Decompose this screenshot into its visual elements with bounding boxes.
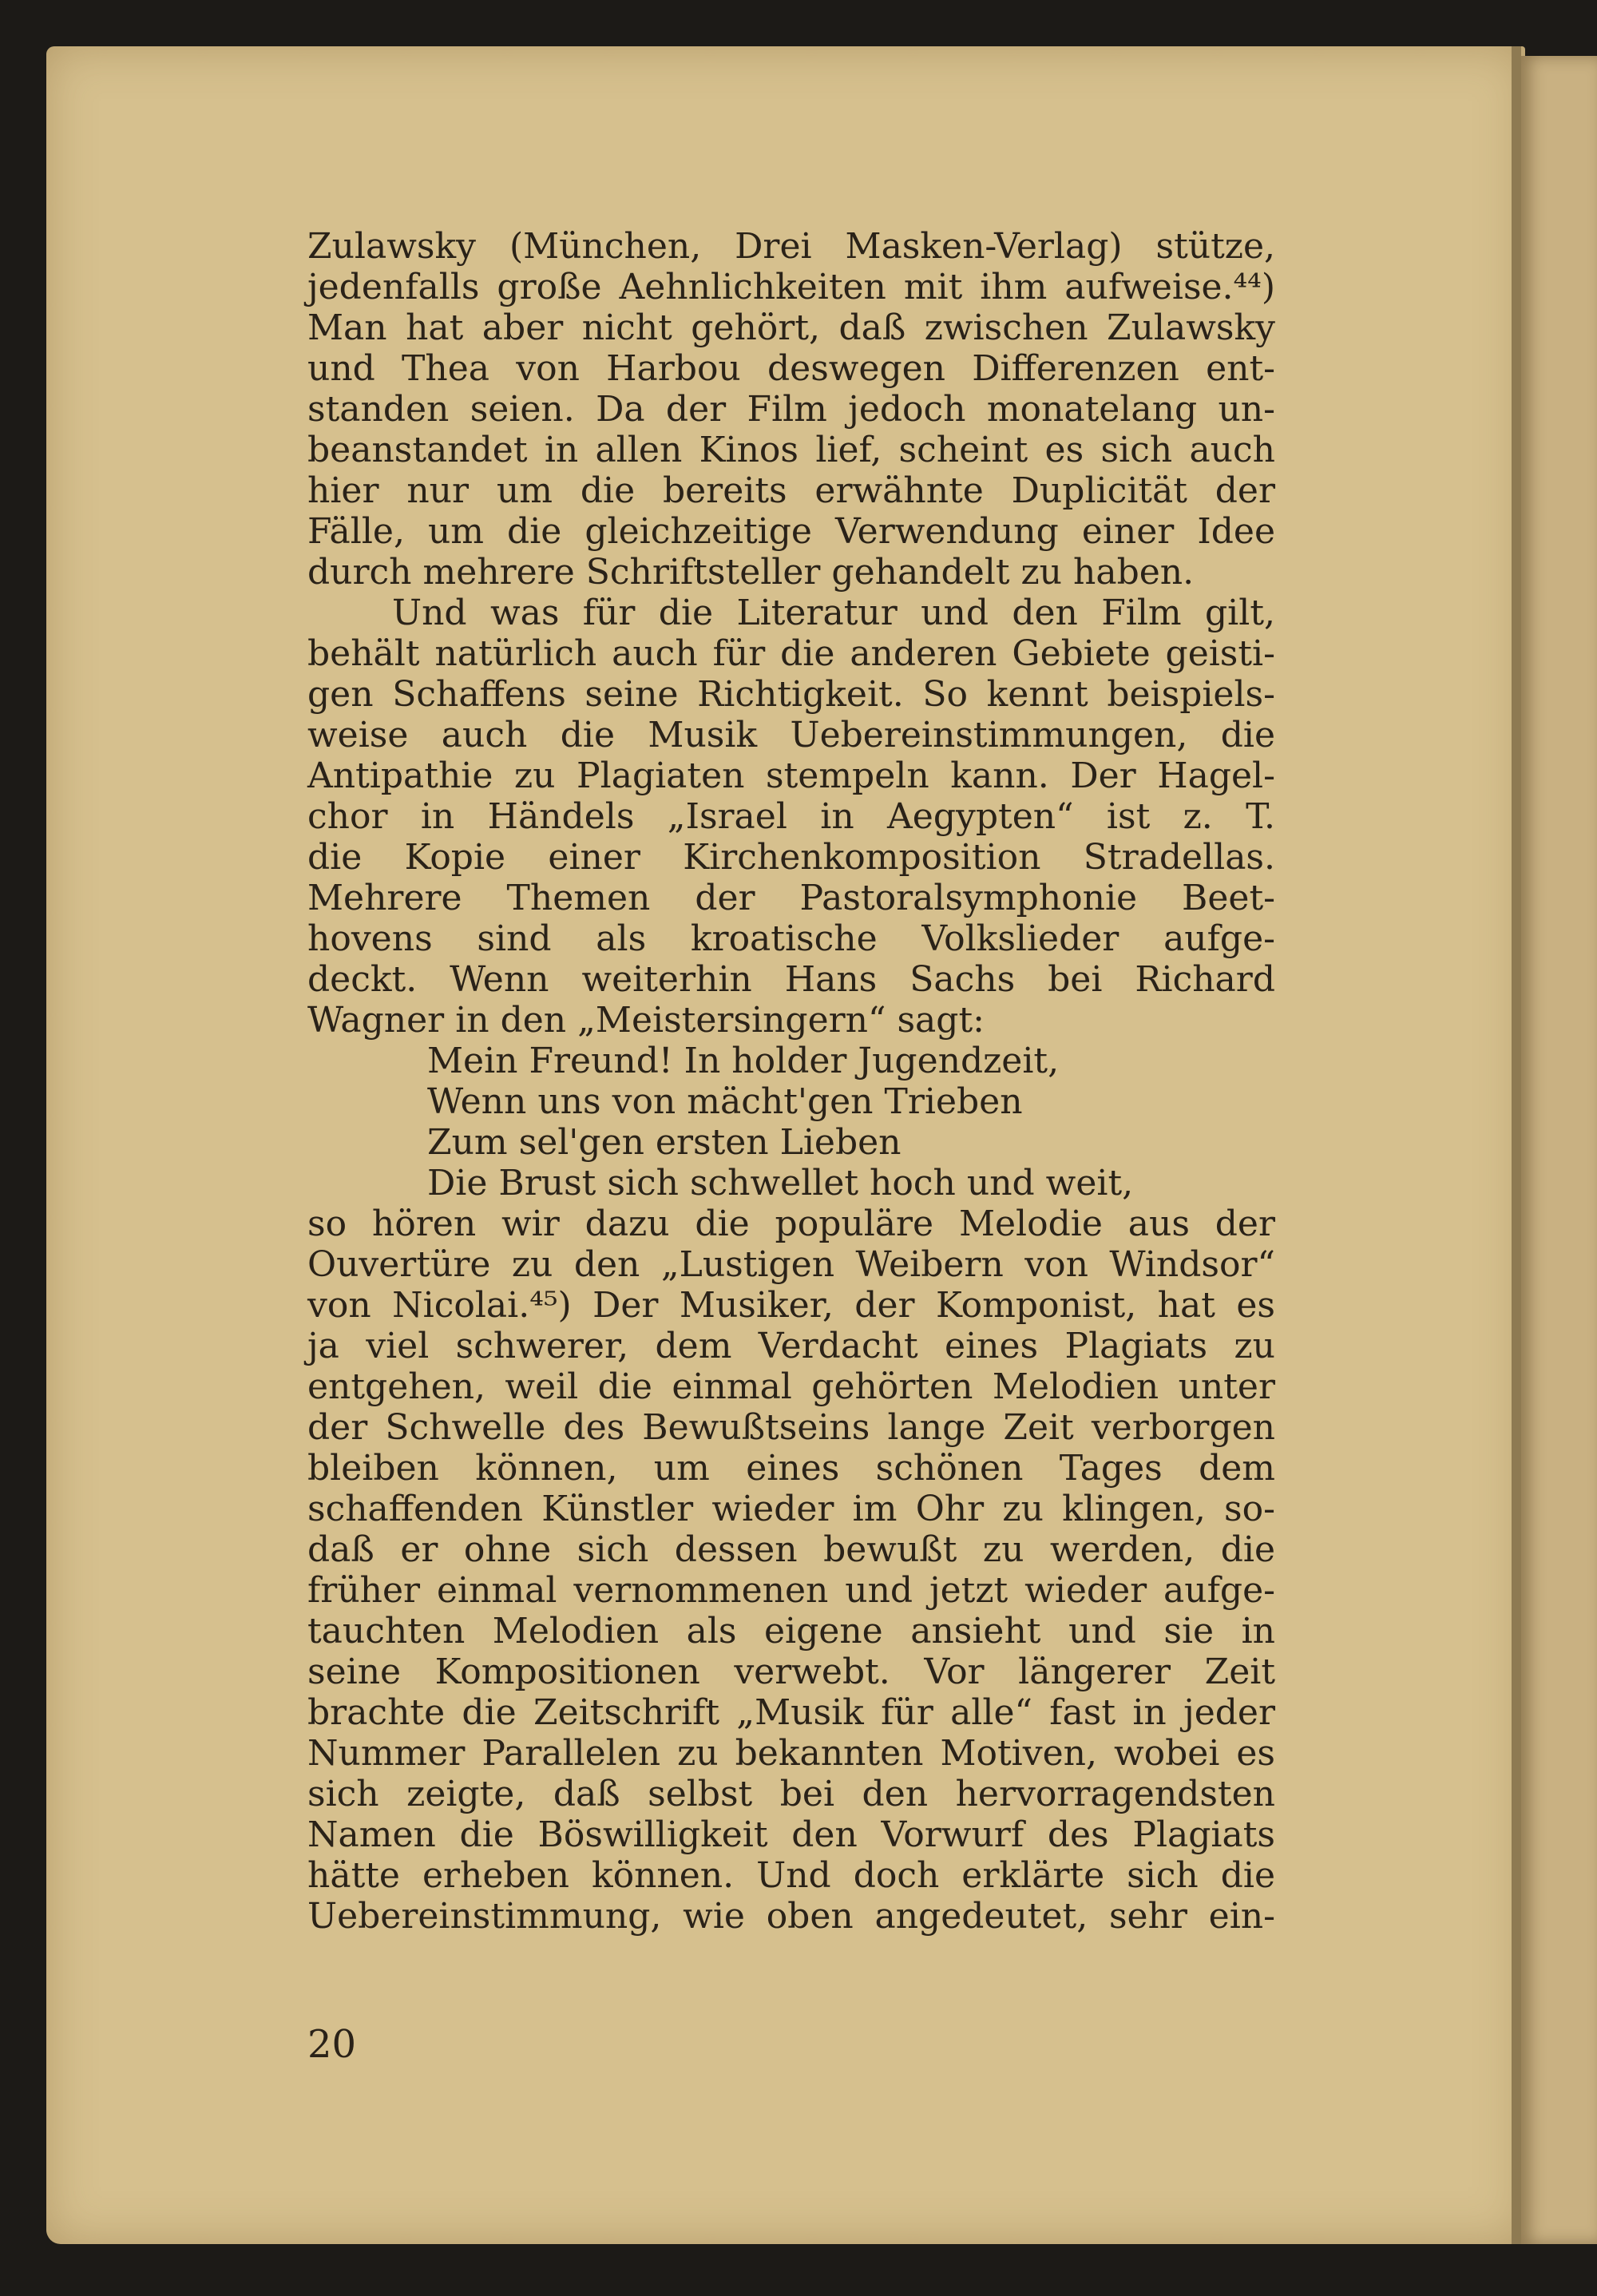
text-line: bleiben können, um eines schönen Tages dem	[307, 1448, 1275, 1489]
text-line: sich zeigte, daß selbst bei den hervorragendsten	[307, 1774, 1275, 1814]
text-line: Fälle, um die gleichzeitige Verwendung einer Idee	[307, 511, 1275, 552]
text-line: so hören wir dazu die populäre Melodie aus der	[307, 1204, 1275, 1244]
text-line: und Thea von Harbou deswegen Differenzen ent-	[307, 348, 1275, 389]
text-line: Wagner in den „Meistersingern“ sagt:	[307, 1000, 985, 1041]
verse-line: Zum sel'gen ersten Lieben	[427, 1122, 902, 1163]
text-line: Zulawsky (München, Drei Masken-Verlag) stütze,	[307, 226, 1275, 267]
verse-line: Die Brust sich schwellet hoch und weit,	[427, 1163, 1134, 1204]
text-line: behält natürlich auch für die anderen Gebiete geisti-	[307, 633, 1275, 674]
text-line: brachte die Zeitschrift „Musik für alle“ fast in jeder	[307, 1692, 1275, 1733]
text-line: weise auch die Musik Uebereinstimmungen, die	[307, 715, 1275, 755]
text-line: früher einmal vernommenen und jetzt wieder aufge-	[307, 1570, 1275, 1611]
text-line: standen seien. Da der Film jedoch monatelang un-	[307, 389, 1275, 430]
text-line: Namen die Böswilligkeit den Vorwurf des Plagiats	[307, 1814, 1275, 1855]
text-line: von Nicolai.⁴⁵) Der Musiker, der Komponist, hat es	[307, 1285, 1275, 1326]
text-line: hovens sind als kroatische Volkslieder aufge-	[307, 918, 1275, 959]
book-spine	[1512, 46, 1521, 2244]
facing-page-edge	[1521, 56, 1597, 2244]
text-line: ja viel schwerer, dem Verdacht eines Plagiats zu	[307, 1326, 1275, 1366]
text-line: durch mehrere Schriftsteller gehandelt zu haben.	[307, 552, 1195, 593]
text-line: tauchten Melodien als eigene ansieht und sie in	[307, 1611, 1275, 1652]
verse-line: Wenn uns von mächt'gen Trieben	[427, 1081, 1023, 1122]
text-line: Mehrere Themen der Pastoralsymphonie Beet-	[307, 878, 1275, 918]
text-line: Nummer Parallelen zu bekannten Motiven, wobei es	[307, 1733, 1275, 1774]
text-line: chor in Händels „Israel in Aegypten“ ist z. T.	[307, 796, 1275, 837]
text-line: Antipathie zu Plagiaten stempeln kann. Der Hagel-	[307, 755, 1275, 796]
text-line: beanstandet in allen Kinos lief, scheint es sich auch	[307, 430, 1275, 470]
text-line: gen Schaffens seine Richtigkeit. So kennt beispiels-	[307, 674, 1275, 715]
text-line: entgehen, weil die einmal gehörten Melodien unter	[307, 1366, 1275, 1407]
text-line: hier nur um die bereits erwähnte Duplicität der	[307, 470, 1275, 511]
verse-line: Mein Freund! In holder Jugendzeit,	[427, 1041, 1060, 1081]
text-line: jedenfalls große Aehnlichkeiten mit ihm aufweise.⁴⁴)	[307, 267, 1275, 307]
text-line: deckt. Wenn weiterhin Hans Sachs bei Richard	[307, 959, 1275, 1000]
text-line: Und was für die Literatur und den Film gilt,	[392, 593, 1275, 633]
text-line: hätte erheben können. Und doch erklärte sich die	[307, 1855, 1275, 1896]
text-line: Man hat aber nicht gehört, daß zwischen Zulawsky	[307, 307, 1275, 348]
body-text	[307, 226, 1275, 1937]
text-line: seine Kompositionen verwebt. Vor längerer Zeit	[307, 1652, 1275, 1692]
text-line: schaffenden Künstler wieder im Ohr zu klingen, so-	[307, 1489, 1275, 1529]
page-number: 20	[307, 2022, 357, 2067]
text-line: die Kopie einer Kirchenkomposition Stradellas.	[307, 837, 1275, 878]
text-line: Ouvertüre zu den „Lustigen Weibern von Windsor“	[307, 1244, 1275, 1285]
text-line: daß er ohne sich dessen bewußt zu werden, die	[307, 1529, 1275, 1570]
text-line: Uebereinstimmung, wie oben angedeutet, sehr ein-	[307, 1896, 1275, 1937]
text-line: der Schwelle des Bewußtseins lange Zeit verborgen	[307, 1407, 1275, 1448]
